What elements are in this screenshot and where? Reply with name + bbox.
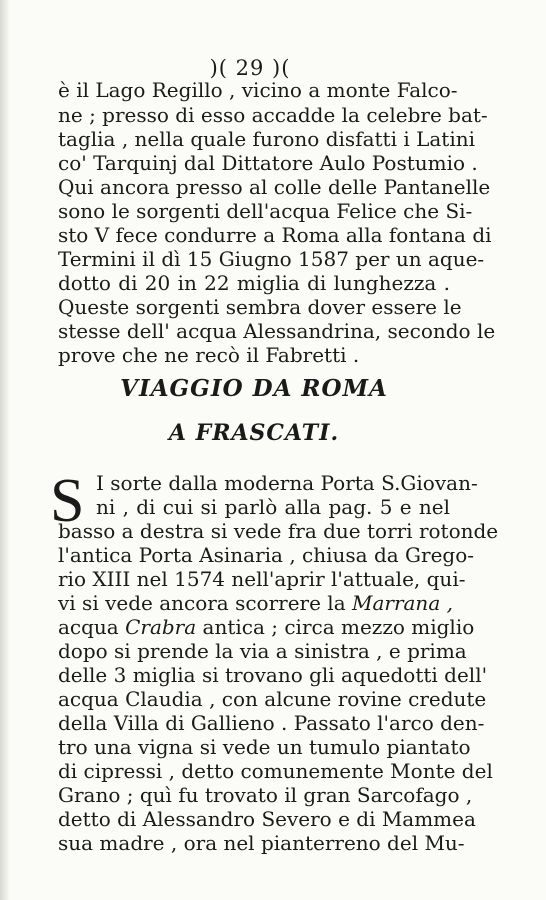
text-line: delle 3 miglia si trovano gli aquedotti dell' [58, 663, 488, 687]
italic-word-crabra: Crabra [125, 615, 197, 639]
text-line: della Villa di Gallieno . Passato l'arco den- [58, 711, 485, 735]
text-line: acqua Claudia , con alcune rovine credute [58, 687, 487, 711]
text-line: ni , di cui si parlò alla pag. 5 e nel [96, 495, 450, 519]
text-line: dopo si prende la via a sinistra , e prima [58, 639, 467, 663]
text-line: prove che ne recò il Fabretti . [58, 343, 360, 367]
text-line: Qui ancora presso al colle delle Pantanelle [58, 175, 491, 199]
page-number: )( 29 )( [209, 56, 291, 80]
text-line-mixed [58, 591, 453, 615]
text-line: taglia , nella quale furono disfatti i Latini [58, 127, 475, 151]
text-line: detto di Alessandro Severo e di Mammea [58, 807, 476, 831]
text-line: sua madre , ora nel pianterreno del Mu- [58, 831, 465, 855]
text-line: sto V fece condurre a Roma alla fontana di [58, 223, 492, 247]
text-line: è il Lago Regillo , vicino a monte Falco- [58, 78, 458, 102]
text-line: I sorte dalla moderna Porta S.Giovan- [96, 471, 478, 495]
italic-word-marrana: Marrana , [351, 591, 453, 615]
text-line: Grano ; quì fu trovato il gran Sarcofago , [58, 783, 473, 807]
text-line: ne ; presso di esso accadde la celebre bat- [58, 103, 488, 127]
text-line: dotto di 20 in 22 miglia di lunghezza . [58, 271, 450, 295]
section-heading-line-1: VIAGGIO DA ROMA [120, 375, 388, 402]
text-line: Termini il dì 15 Giugno 1587 per un aque- [58, 247, 485, 271]
text-line-mixed [58, 615, 475, 639]
text-line: di cipressi , detto comunemente Monte del [58, 759, 493, 783]
text-line: Queste sorgenti sembra dover essere le [58, 295, 462, 319]
drop-cap: S [50, 467, 85, 535]
text-span: vi si vede ancora scorrere la [58, 591, 352, 615]
text-line: sono le sorgenti dell'acqua Felice che Si- [58, 199, 473, 223]
text-line: rio XIII nel 1574 nell'aprir l'attuale, qui- [58, 567, 466, 591]
text-span: acqua [58, 615, 126, 639]
text-line: l'antica Porta Asinaria , chiusa da Grego- [58, 543, 475, 567]
text-line: tro una vigna si vede un tumulo piantato [58, 735, 471, 759]
text-line: co' Tarquinj dal Dittatore Aulo Postumio . [58, 151, 478, 175]
page-edge-shadow [0, 0, 10, 900]
text-line: basso a destra si vede fra due torri rotonde [58, 519, 499, 543]
text-span: antica ; circa mezzo miglio [196, 615, 475, 639]
section-heading-line-2: A FRASCATI. [168, 420, 340, 446]
text-line: stesse dell' acqua Alessandrina, secondo le [58, 319, 496, 343]
